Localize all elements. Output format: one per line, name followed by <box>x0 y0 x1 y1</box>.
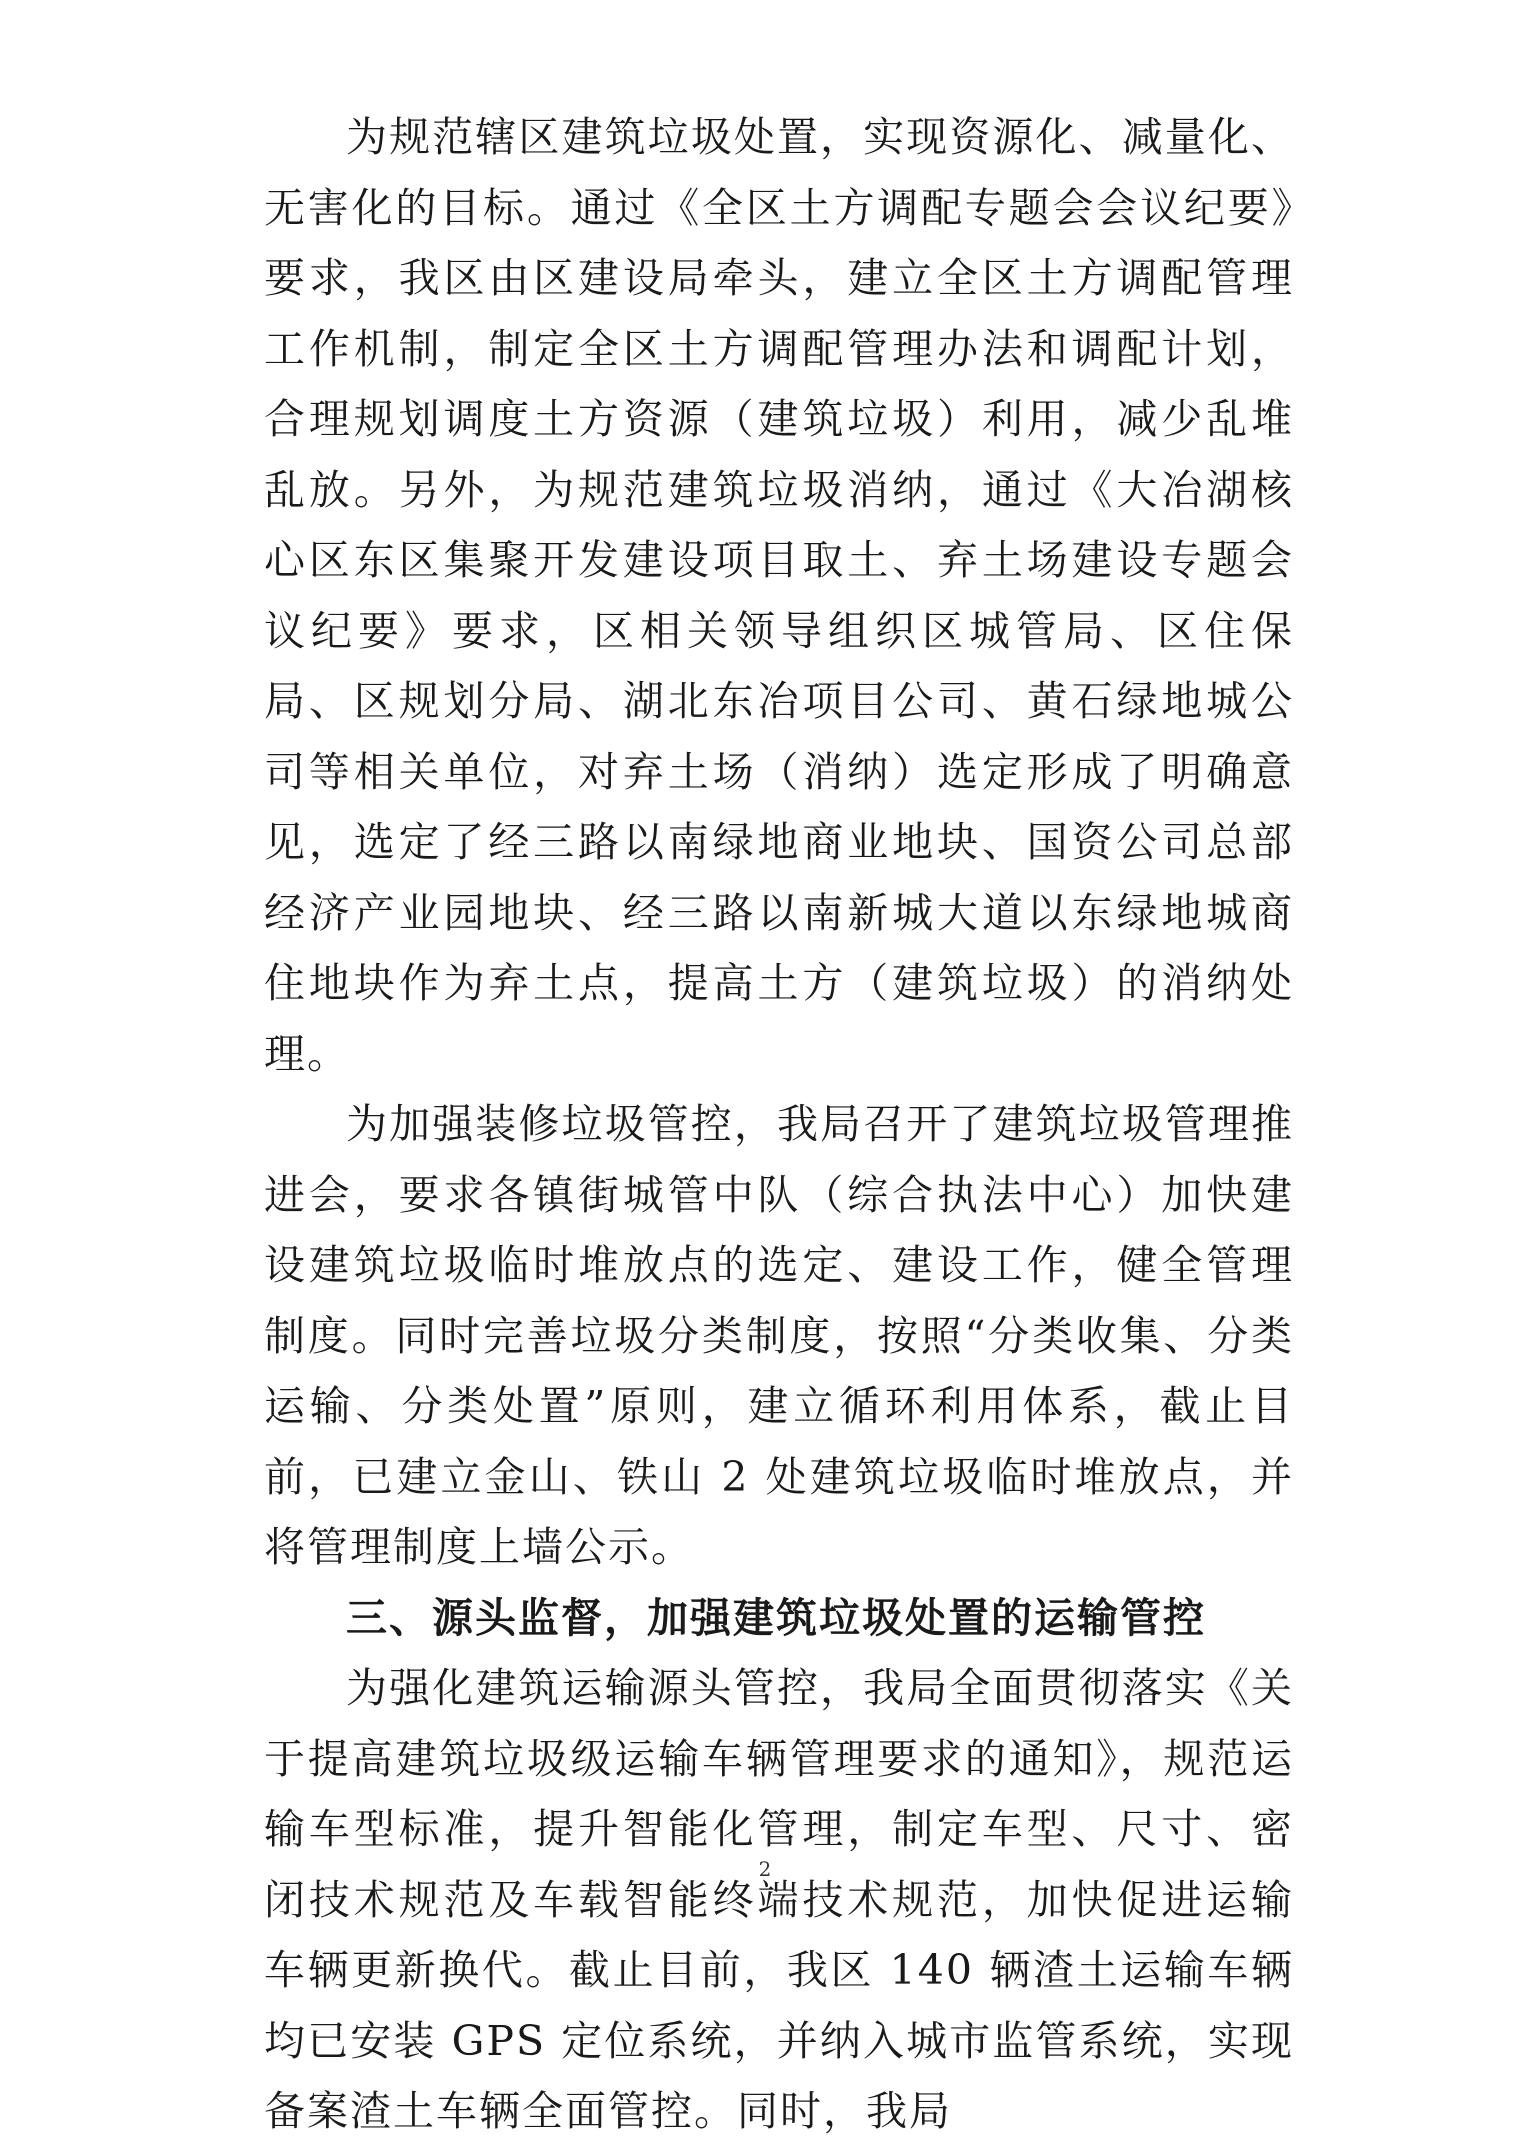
page-number: 2 <box>758 1857 772 1881</box>
document-body <box>264 102 1294 2147</box>
section-heading: 三、源头监督，加强建筑垃圾处置的运输管控 <box>346 1593 1206 1642</box>
paragraph-transport-control: 为强化建筑运输源头管控，我局全面贯彻落实《关于提高建筑垃圾级运输车辆管理要求的通知》，规范运输车型标准，提升智能化管理，制定车型、尺寸、密闭技术规范及车载智能终端技术规范，加快促进运输车辆更新换代。截止目前，我区 140 辆渣土运输车辆均已安装 GPS 定位系统，并纳入城市监管系统，实现备案渣土车辆全面管控。同时，我局 <box>264 1664 1294 2135</box>
paragraph-decoration-waste-control: 为加强装修垃圾管控，我局召开了建筑垃圾管理推进会，要求各镇街城管中队（综合执法中心）加快建设建筑垃圾临时堆放点的选定、建设工作，健全管理制度。同时完善垃圾分类制度，按照“分类收集、分类运输、分类处置”原则，建立循环利用体系，截止目前，已建立金山、铁山 2 处建筑垃圾临时堆放点，并将管理制度上墙公示。 <box>264 1100 1294 1571</box>
paragraph-construction-waste-disposal: 为规范辖区建筑垃圾处置，实现资源化、减量化、无害化的目标。通过《全区土方调配专题会会议纪要》要求，我区由区建设局牵头，建立全区土方调配管理工作机制，制定全区土方调配管理办法和调配计划，合理规划调度土方资源（建筑垃圾）利用，减少乱堆乱放。另外，为规范建筑垃圾消纳，通过《大冶湖核心区东区集聚开发建设项目取土、弃土场建设专题会议纪要》要求，区相关领导组织区城管局、区住保局、区规划分局、湖北东冶项目公司、黄石绿地城公司等相关单位，对弃土场（消纳）选定形成了明确意见，选定了经三路以南绿地商业地块、国资公司总部经济产业园地块、经三路以南新城大道以东绿地城商住地块作为弃土点，提高土方（建筑垃圾）的消纳处理。 <box>264 113 1294 1078</box>
